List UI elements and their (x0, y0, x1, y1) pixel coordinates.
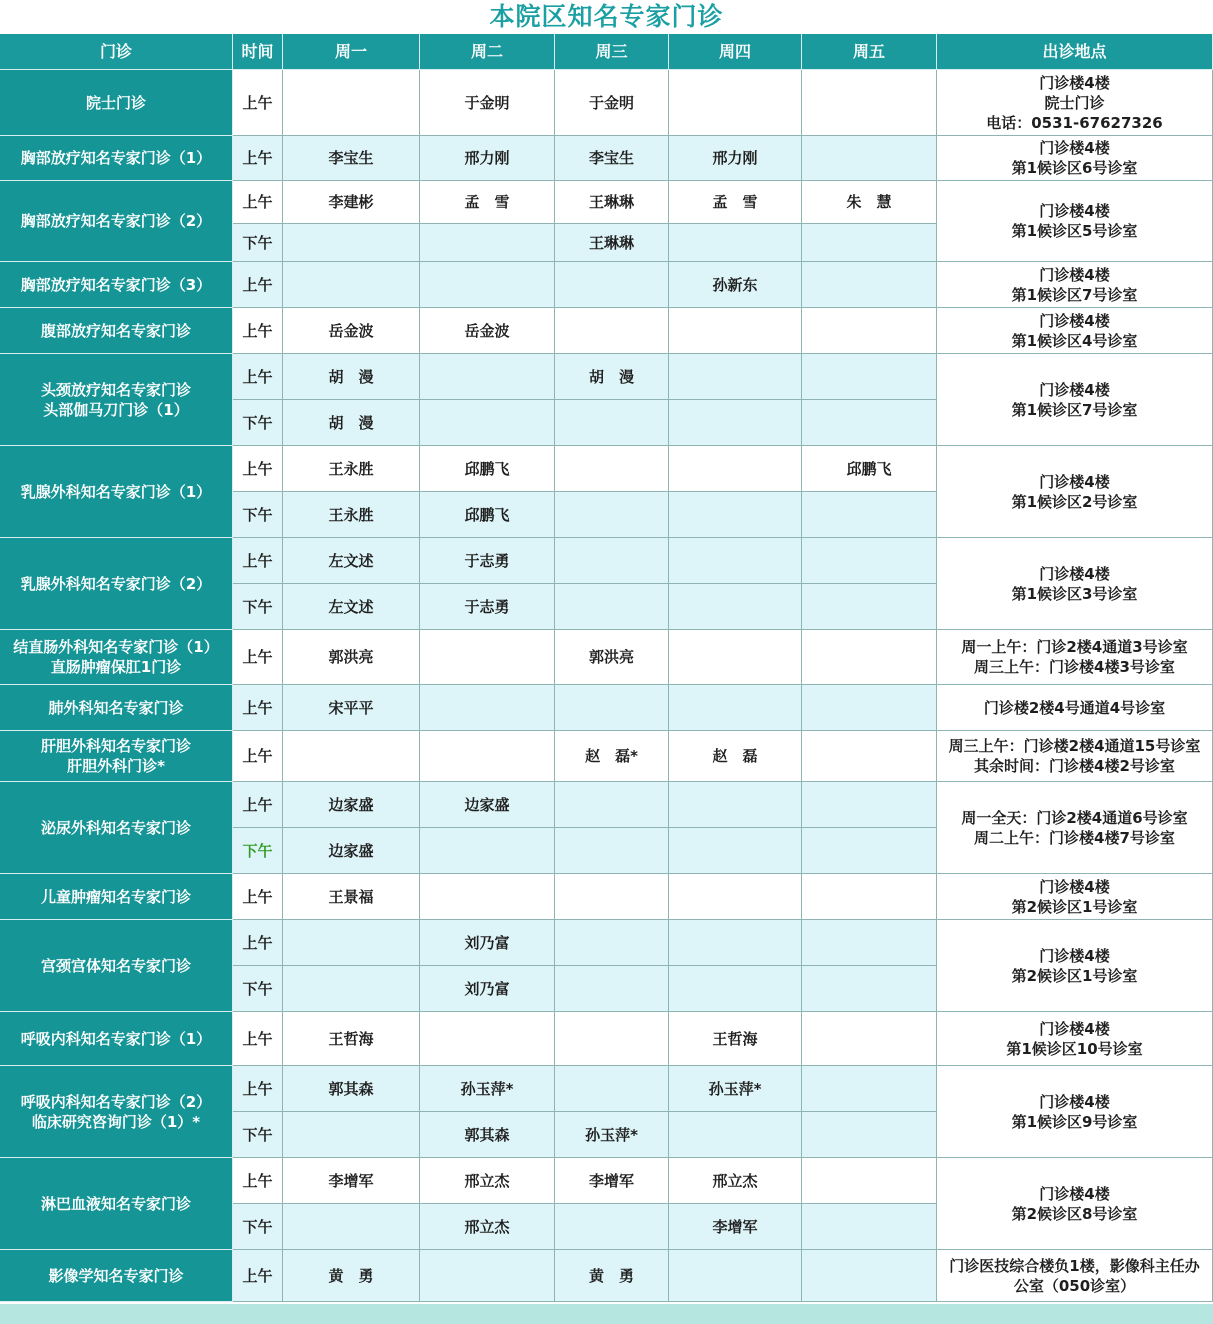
doctor-cell (669, 874, 802, 920)
clinic-location: 门诊楼4楼 院士门诊 电话：0531-67627326 (937, 70, 1213, 136)
clinic-name: 乳腺外科知名专家门诊（1） (0, 446, 233, 538)
session-time: 上午 (233, 685, 283, 731)
doctor-cell (802, 731, 937, 782)
doctor-cell: 王琳琳 (555, 224, 669, 262)
doctor-cell: 李增军 (669, 1204, 802, 1250)
session-time: 下午 (233, 584, 283, 630)
doctor-cell (802, 1112, 937, 1158)
doctor-cell (802, 584, 937, 630)
doctor-cell: 刘乃富 (420, 920, 555, 966)
doctor-cell (802, 400, 937, 446)
clinic-location: 门诊楼4楼 第1候诊区2号诊室 (937, 446, 1213, 538)
doctor-cell (802, 874, 937, 920)
doctor-cell (802, 262, 937, 308)
doctor-cell (555, 262, 669, 308)
doctor-cell (802, 1012, 937, 1066)
doctor-cell (555, 492, 669, 538)
doctor-cell (669, 400, 802, 446)
session-time: 上午 (233, 262, 283, 308)
clinic-location: 门诊楼4楼 第1候诊区9号诊室 (937, 1066, 1213, 1158)
clinic-name: 结直肠外科知名专家门诊（1） 直肠肿瘤保肛1门诊 (0, 630, 233, 685)
doctor-cell: 李宝生 (555, 136, 669, 181)
doctor-cell: 黄 勇 (283, 1250, 420, 1302)
clinic-name: 淋巴血液知名专家门诊 (0, 1158, 233, 1250)
doctor-cell (283, 731, 420, 782)
doctor-cell (669, 828, 802, 874)
doctor-cell (555, 685, 669, 731)
doctor-cell (420, 354, 555, 400)
footer-bar (0, 1304, 1213, 1324)
session-time: 下午 (233, 1112, 283, 1158)
doctor-cell (802, 70, 937, 136)
doctor-cell (555, 782, 669, 828)
clinic-location: 门诊楼4楼 第1候诊区7号诊室 (937, 262, 1213, 308)
doctor-cell: 王琳琳 (555, 181, 669, 224)
doctor-cell (420, 400, 555, 446)
clinic-location: 门诊楼4楼 第2候诊区8号诊室 (937, 1158, 1213, 1250)
clinic-name: 头颈放疗知名专家门诊 头部伽马刀门诊（1） (0, 354, 233, 446)
clinic-name: 肝胆外科知名专家门诊 肝胆外科门诊* (0, 731, 233, 782)
doctor-cell: 邱鹏飞 (802, 446, 937, 492)
clinic-name: 胸部放疗知名专家门诊（2） (0, 181, 233, 262)
session-time: 下午 (233, 492, 283, 538)
doctor-cell: 于志勇 (420, 584, 555, 630)
page-title: 本院区知名专家门诊 (489, 2, 724, 31)
doctor-cell (802, 782, 937, 828)
doctor-cell (669, 1112, 802, 1158)
clinic-location: 门诊楼4楼 第1候诊区7号诊室 (937, 354, 1213, 446)
doctor-cell: 岳金波 (283, 308, 420, 354)
doctor-cell: 邢立杰 (420, 1158, 555, 1204)
doctor-cell (669, 538, 802, 584)
session-time: 下午 (233, 224, 283, 262)
doctor-cell (802, 1066, 937, 1112)
doctor-cell (283, 1112, 420, 1158)
doctor-cell (669, 224, 802, 262)
clinic-location: 周一上午：门诊2楼4通道3号诊室 周三上午：门诊楼4楼3号诊室 (937, 630, 1213, 685)
doctor-cell: 刘乃富 (420, 966, 555, 1012)
header-mon: 周一 (283, 34, 420, 70)
doctor-cell (802, 492, 937, 538)
doctor-cell: 王景福 (283, 874, 420, 920)
doctor-cell: 邢立杰 (669, 1158, 802, 1204)
doctor-cell (669, 966, 802, 1012)
clinic-name: 腹部放疗知名专家门诊 (0, 308, 233, 354)
session-time: 上午 (233, 1158, 283, 1204)
schedule-table (0, 34, 1213, 1304)
doctor-cell: 宋平平 (283, 685, 420, 731)
header-time: 时间 (233, 34, 283, 70)
doctor-cell (420, 731, 555, 782)
doctor-cell (555, 828, 669, 874)
clinic-location: 周一全天：门诊2楼4通道6号诊室 周二上午：门诊楼4楼7号诊室 (937, 782, 1213, 874)
doctor-cell: 孟 雪 (420, 181, 555, 224)
doctor-cell (802, 630, 937, 685)
doctor-cell: 郭其森 (420, 1112, 555, 1158)
clinic-location: 门诊楼2楼4号通道4号诊室 (937, 685, 1213, 731)
doctor-cell (420, 685, 555, 731)
doctor-cell: 赵 磊 (669, 731, 802, 782)
doctor-cell: 李宝生 (283, 136, 420, 181)
session-time: 上午 (233, 874, 283, 920)
session-time: 上午 (233, 920, 283, 966)
session-time: 上午 (233, 630, 283, 685)
doctor-cell (283, 224, 420, 262)
doctor-cell: 边家盛 (283, 782, 420, 828)
clinic-name: 肺外科知名专家门诊 (0, 685, 233, 731)
doctor-cell (555, 1204, 669, 1250)
doctor-cell (802, 1250, 937, 1302)
doctor-cell (802, 828, 937, 874)
clinic-name: 宫颈宫体知名专家门诊 (0, 920, 233, 1012)
doctor-cell (555, 584, 669, 630)
doctor-cell (283, 920, 420, 966)
doctor-cell: 孟 雪 (669, 181, 802, 224)
doctor-cell (283, 1204, 420, 1250)
doctor-cell: 胡 漫 (283, 354, 420, 400)
doctor-cell: 李增军 (555, 1158, 669, 1204)
doctor-cell (669, 630, 802, 685)
clinic-name: 院士门诊 (0, 70, 233, 136)
doctor-cell: 边家盛 (420, 782, 555, 828)
doctor-cell (555, 538, 669, 584)
doctor-cell: 孙玉萍* (669, 1066, 802, 1112)
doctor-cell (802, 136, 937, 181)
session-time: 上午 (233, 181, 283, 224)
doctor-cell: 左文述 (283, 538, 420, 584)
doctor-cell (669, 685, 802, 731)
doctor-cell (555, 400, 669, 446)
clinic-name: 胸部放疗知名专家门诊（3） (0, 262, 233, 308)
doctor-cell: 王哲海 (669, 1012, 802, 1066)
session-time: 上午 (233, 308, 283, 354)
doctor-cell: 于金明 (420, 70, 555, 136)
doctor-cell (420, 828, 555, 874)
doctor-cell: 邢力刚 (420, 136, 555, 181)
doctor-cell (283, 966, 420, 1012)
clinic-location: 门诊楼4楼 第1候诊区5号诊室 (937, 181, 1213, 262)
header-location: 出诊地点 (937, 34, 1213, 70)
session-time: 下午 (233, 966, 283, 1012)
doctor-cell: 郭其森 (283, 1066, 420, 1112)
header-wed: 周三 (555, 34, 669, 70)
doctor-cell (555, 874, 669, 920)
clinic-location: 门诊楼4楼 第2候诊区1号诊室 (937, 874, 1213, 920)
doctor-cell (802, 538, 937, 584)
doctor-cell (802, 1204, 937, 1250)
session-time: 下午 (233, 1204, 283, 1250)
clinic-name: 呼吸内科知名专家门诊（1） (0, 1012, 233, 1066)
session-time: 上午 (233, 782, 283, 828)
doctor-cell: 岳金波 (420, 308, 555, 354)
doctor-cell (669, 782, 802, 828)
doctor-cell: 李建彬 (283, 181, 420, 224)
session-time: 下午 (233, 400, 283, 446)
doctor-cell: 邢立杰 (420, 1204, 555, 1250)
doctor-cell (283, 70, 420, 136)
doctor-cell (802, 308, 937, 354)
doctor-cell: 邱鹏飞 (420, 492, 555, 538)
clinic-location: 门诊楼4楼 第1候诊区6号诊室 (937, 136, 1213, 181)
clinic-location: 周三上午：门诊楼2楼4通道15号诊室 其余时间：门诊楼4楼2号诊室 (937, 731, 1213, 782)
clinic-location: 门诊医技综合楼负1楼，影像科主任办 公室（050诊室） (937, 1250, 1213, 1302)
session-time: 上午 (233, 538, 283, 584)
session-time: 下午 (233, 828, 283, 874)
doctor-cell: 赵 磊* (555, 731, 669, 782)
doctor-cell: 左文述 (283, 584, 420, 630)
header-clinic: 门诊 (0, 34, 233, 70)
clinic-name: 影像学知名专家门诊 (0, 1250, 233, 1302)
doctor-cell: 孙新东 (669, 262, 802, 308)
doctor-cell (802, 224, 937, 262)
header-fri: 周五 (802, 34, 937, 70)
doctor-cell (669, 308, 802, 354)
doctor-cell: 胡 漫 (555, 354, 669, 400)
doctor-cell (669, 492, 802, 538)
doctor-cell: 于金明 (555, 70, 669, 136)
doctor-cell (802, 920, 937, 966)
clinic-location: 门诊楼4楼 第1候诊区3号诊室 (937, 538, 1213, 630)
doctor-cell (669, 1250, 802, 1302)
doctor-cell: 李增军 (283, 1158, 420, 1204)
session-time: 上午 (233, 354, 283, 400)
doctor-cell (802, 1158, 937, 1204)
doctor-cell (669, 354, 802, 400)
doctor-cell: 邢力刚 (669, 136, 802, 181)
doctor-cell (669, 446, 802, 492)
clinic-name: 乳腺外科知名专家门诊（2） (0, 538, 233, 630)
doctor-cell: 边家盛 (283, 828, 420, 874)
doctor-cell (420, 874, 555, 920)
session-time: 上午 (233, 136, 283, 181)
doctor-cell (802, 354, 937, 400)
doctor-cell: 王永胜 (283, 446, 420, 492)
clinic-location: 门诊楼4楼 第1候诊区4号诊室 (937, 308, 1213, 354)
doctor-cell (283, 262, 420, 308)
doctor-cell (420, 262, 555, 308)
doctor-cell: 孙玉萍* (555, 1112, 669, 1158)
doctor-cell (555, 1012, 669, 1066)
header-tue: 周二 (420, 34, 555, 70)
clinic-name: 呼吸内科知名专家门诊（2） 临床研究咨询门诊（1）* (0, 1066, 233, 1158)
doctor-cell (555, 966, 669, 1012)
doctor-cell (802, 685, 937, 731)
header-thu: 周四 (669, 34, 802, 70)
doctor-cell (669, 584, 802, 630)
clinic-location: 门诊楼4楼 第2候诊区1号诊室 (937, 920, 1213, 1012)
doctor-cell: 郭洪亮 (283, 630, 420, 685)
session-time: 上午 (233, 731, 283, 782)
clinic-name: 胸部放疗知名专家门诊（1） (0, 136, 233, 181)
doctor-cell (555, 446, 669, 492)
doctor-cell (669, 70, 802, 136)
doctor-cell (420, 224, 555, 262)
session-time: 上午 (233, 446, 283, 492)
doctor-cell: 孙玉萍* (420, 1066, 555, 1112)
session-time: 上午 (233, 70, 283, 136)
doctor-cell (555, 308, 669, 354)
doctor-cell (420, 630, 555, 685)
doctor-cell (555, 920, 669, 966)
doctor-cell: 于志勇 (420, 538, 555, 584)
session-time: 上午 (233, 1012, 283, 1066)
doctor-cell (555, 1066, 669, 1112)
doctor-cell: 郭洪亮 (555, 630, 669, 685)
doctor-cell (669, 920, 802, 966)
doctor-cell: 黄 勇 (555, 1250, 669, 1302)
doctor-cell: 王永胜 (283, 492, 420, 538)
clinic-location: 门诊楼4楼 第1候诊区10号诊室 (937, 1012, 1213, 1066)
session-time: 上午 (233, 1066, 283, 1112)
doctor-cell (802, 966, 937, 1012)
doctor-cell (420, 1250, 555, 1302)
doctor-cell: 王哲海 (283, 1012, 420, 1066)
doctor-cell (420, 1012, 555, 1066)
session-time: 上午 (233, 1250, 283, 1302)
clinic-name: 儿童肿瘤知名专家门诊 (0, 874, 233, 920)
doctor-cell: 朱 慧 (802, 181, 937, 224)
clinic-name: 泌尿外科知名专家门诊 (0, 782, 233, 874)
doctor-cell: 邱鹏飞 (420, 446, 555, 492)
doctor-cell: 胡 漫 (283, 400, 420, 446)
